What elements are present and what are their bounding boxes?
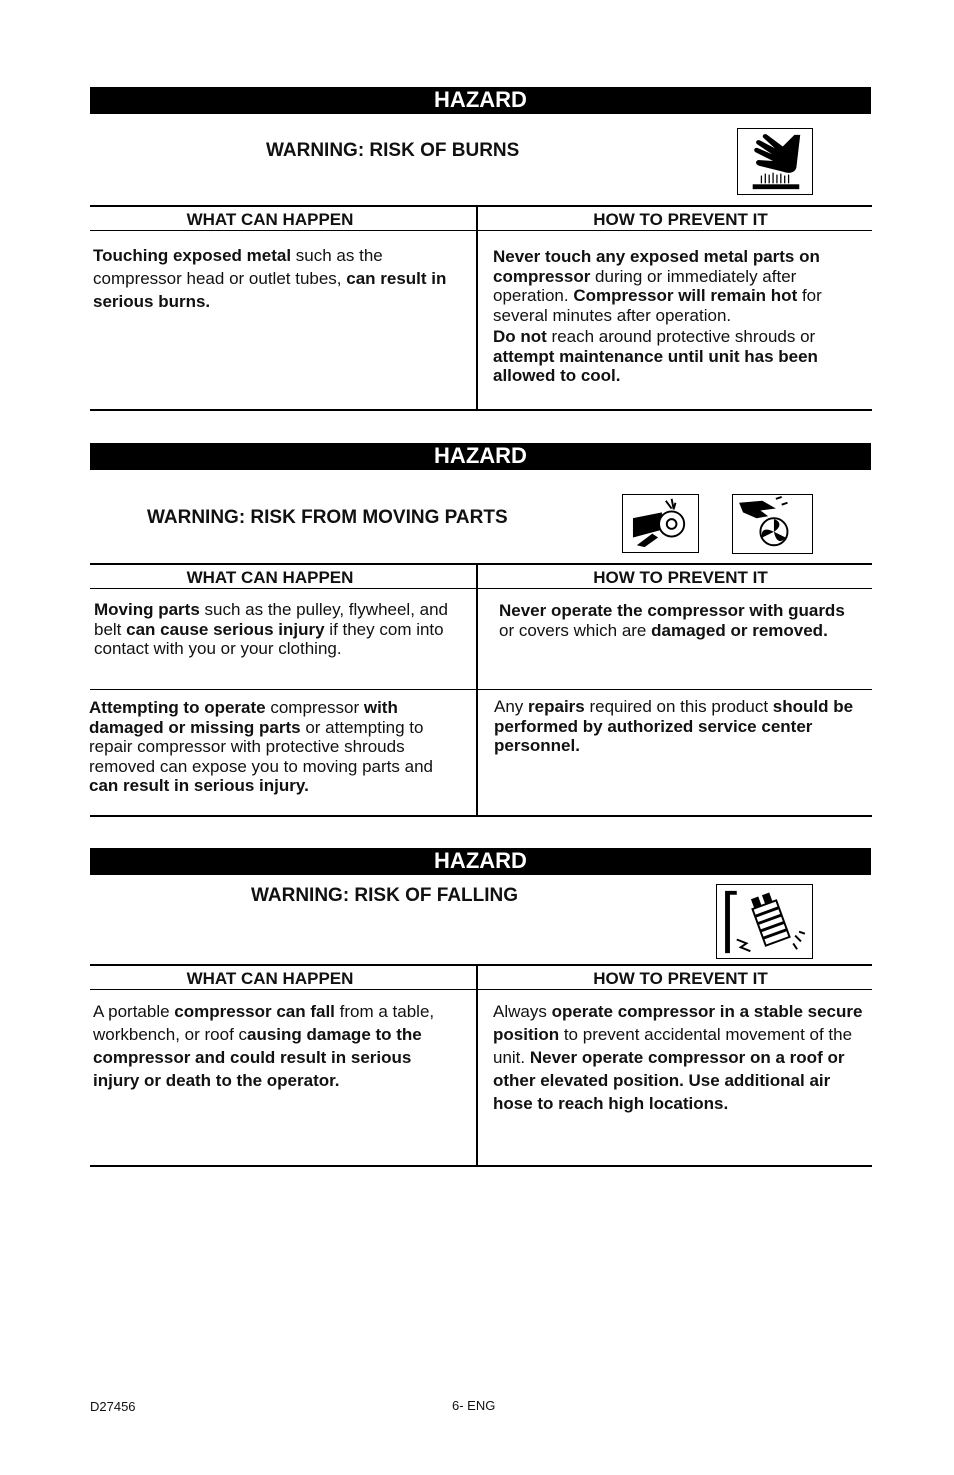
column-header-what: WHAT CAN HAPPEN xyxy=(186,210,354,229)
header-rule xyxy=(90,989,872,990)
model-number: D27456 xyxy=(90,1399,136,1414)
how-to-prevent-text-2: Do not reach around protective shrouds or attempt maintenance until unit has been allowed to cool. xyxy=(493,327,818,385)
what-can-happen-text: A portable compressor can fall from a table, workbench, or roof causing damage to the compressor and could result in serious injury or death to the operator. xyxy=(93,1002,435,1090)
table-bottom-rule xyxy=(90,1165,872,1167)
table-top-rule xyxy=(90,205,872,207)
how-to-prevent-text: Never touch any exposed metal parts on compressor during or immediately after operation. Compressor will remain hot for several minutes after operation. xyxy=(493,247,822,325)
header-rule xyxy=(90,230,872,231)
table-bottom-rule xyxy=(90,409,872,411)
hazard-header: HAZARD xyxy=(90,87,871,114)
column-header-how: HOW TO PREVENT IT xyxy=(593,568,768,587)
hazard-header: HAZARD xyxy=(90,443,871,470)
belt-pinch-icon xyxy=(622,494,699,553)
column-header-what: WHAT CAN HAPPEN xyxy=(186,568,354,587)
row-rule xyxy=(90,689,872,690)
how-to-prevent-text: Any repairs required on this product should be performed by authorized service center personnel. xyxy=(494,697,854,755)
how-to-prevent-text: Always operate compressor in a stable secure position to prevent accidental movement of the unit. Never operate compressor on a roof or other elevated position. Use additional air hose to reach high locations. xyxy=(493,1002,863,1113)
column-header-what: WHAT CAN HAPPEN xyxy=(186,969,354,988)
column-divider xyxy=(476,564,478,816)
hot-surface-icon xyxy=(737,128,813,195)
falling-compressor-icon xyxy=(716,884,813,959)
table-top-rule xyxy=(90,563,872,565)
column-header-how: HOW TO PREVENT IT xyxy=(593,210,768,229)
column-divider xyxy=(476,965,478,1166)
header-rule xyxy=(90,588,872,589)
warning-title: WARNING: RISK FROM MOVING PARTS xyxy=(147,507,508,528)
how-to-prevent-text: Never operate the compressor with guards or covers which are damaged or removed. xyxy=(499,601,845,640)
table-bottom-rule xyxy=(90,815,872,817)
fan-hand-icon xyxy=(732,494,813,554)
what-can-happen-text: Attempting to operate compressor with damaged or missing parts or attempting to repair compressor with protective shrouds removed can expose you to moving parts and can result in serious injury. xyxy=(89,698,433,795)
what-can-happen-text: Touching exposed metal such as the compressor head or outlet tubes, can result in serious burns. xyxy=(93,246,447,311)
table-top-rule xyxy=(90,964,872,966)
column-divider xyxy=(476,206,478,411)
warning-title: WARNING: RISK OF FALLING xyxy=(251,885,519,906)
column-header-how: HOW TO PREVENT IT xyxy=(593,969,768,988)
page-number: 6- ENG xyxy=(452,1398,496,1413)
warning-title: WARNING: RISK OF BURNS xyxy=(266,140,520,161)
hazard-header: HAZARD xyxy=(90,848,871,875)
what-can-happen-text: Moving parts such as the pulley, flywheel, and belt can cause serious injury if they com into contact with you or your clothing. xyxy=(94,600,449,658)
